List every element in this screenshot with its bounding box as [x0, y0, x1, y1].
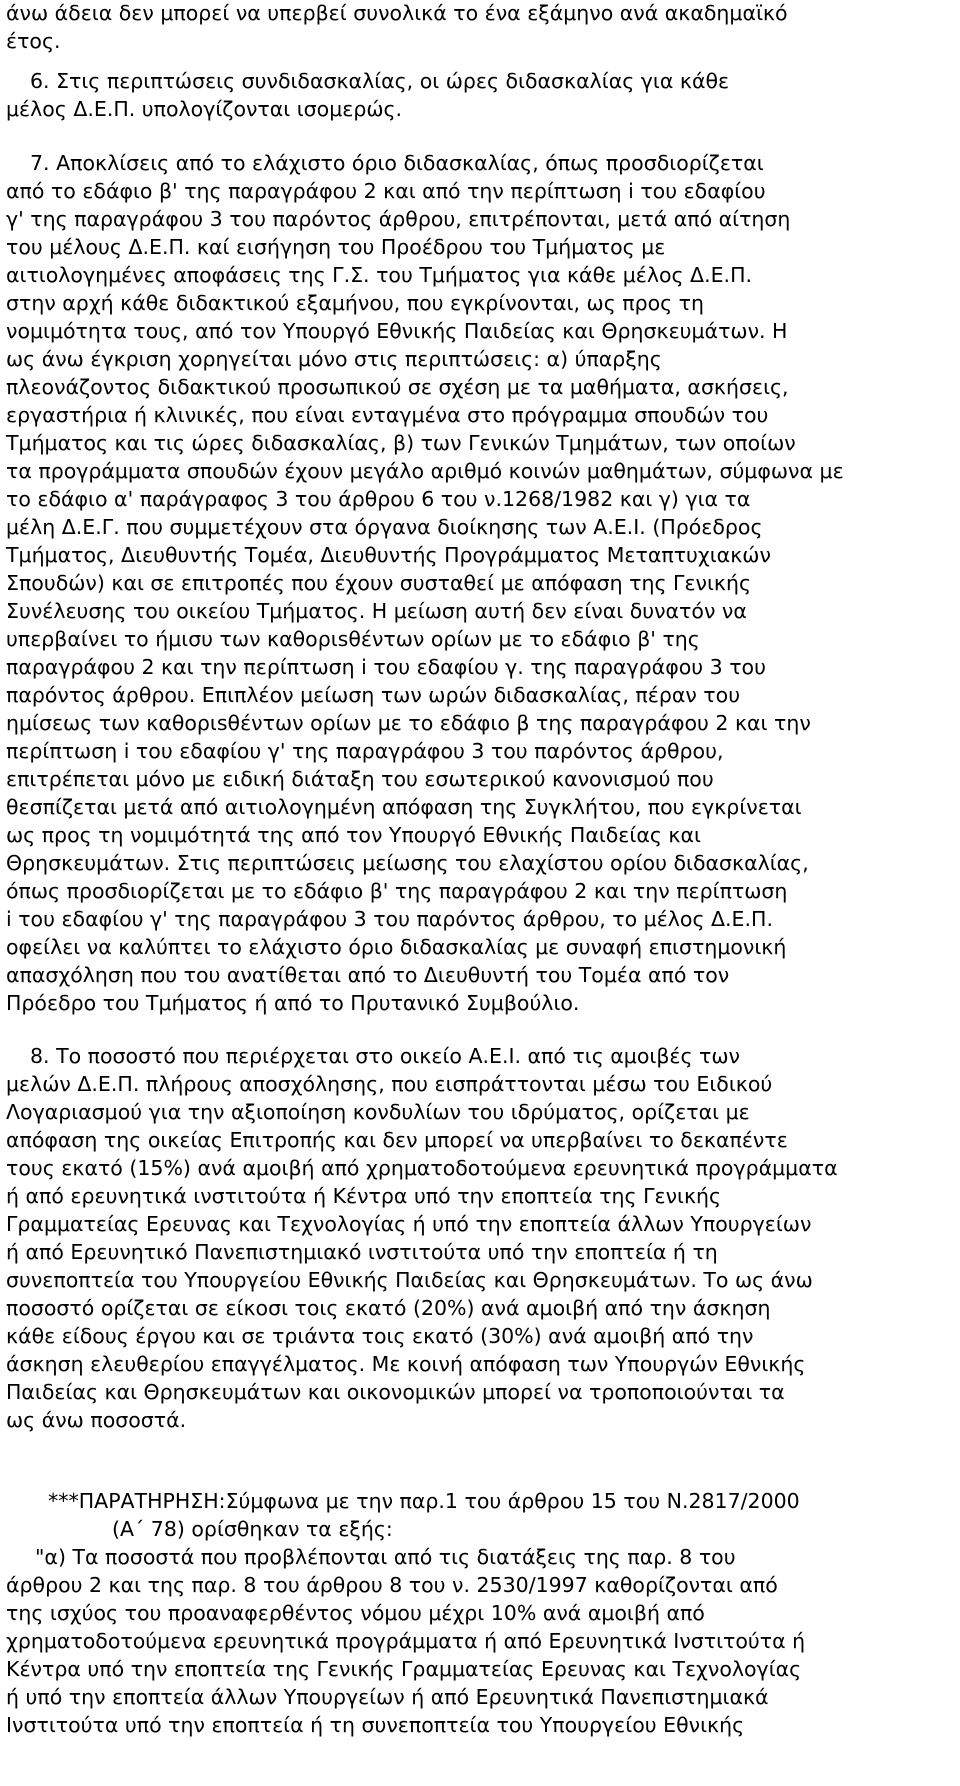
note-line: ή υπό την εποπτεία άλλων Υπουργείων ή από Ερευνητικά Πανεπιστημιακά: [6, 1685, 769, 1709]
text-line: κάθε είδους έργου και σε τριάντα τοις εκατό (30%) ανά αμοιβή από την: [6, 1324, 754, 1348]
text-line: απασχόληση που του ανατίθεται από το Διευθυντή του Τομέα από τον: [6, 963, 730, 987]
text-line: ή από Ερευνητικό Πανεπιστημιακό ινστιτούτα υπό την εποπτεία ή τη: [6, 1240, 718, 1264]
text-line: ως άνω έγκριση χορηγείται μόνο στις περιπτώσεις: α) ύπαρξης: [6, 347, 662, 371]
note-line: (Α΄ 78) ορίσθηκαν τα εξής:: [112, 1517, 393, 1541]
text-line: περίπτωση i του εδαφίου γ' της παραγράφου 3 του παρόντος άρθρου,: [6, 739, 724, 763]
text-line: Τμήματος και τις ώρες διδασκαλίας, β) των Γενικών Τμημάτων, των οποίων: [6, 431, 796, 455]
text-line: τα προγράμματα σπουδών έχουν μεγάλο αριθμό κοινών μαθημάτων, σύμφωνα με: [6, 459, 844, 483]
text-line: ή από ερευνητικά ινστιτούτα ή Κέντρα υπό την εποπτεία της Γενικής: [6, 1184, 722, 1208]
text-line: μέλη Δ.Ε.Γ. που συμμετέχουν στα όργανα διοίκησης των Α.Ε.Ι. (Πρόεδρος: [6, 515, 763, 539]
paragraph-7-line: 7. Αποκλίσεις από το ελάχιστο όριο διδασκαλίας, όπως προσδιορίζεται: [30, 151, 764, 175]
text-line: εργαστήρια ή κλινικές, που είναι ενταγμένα στο πρόγραμμα σπουδών του: [6, 403, 769, 427]
note-heading: ***ΠΑΡΑΤΗΡΗΣΗ:Σύμφωνα με την παρ.1 του άρθρου 15 του Ν.2817/2000: [48, 1489, 800, 1513]
text-line: Λογαριασμού για την αξιοποίηση κονδυλίων του ιδρύματος, ορίζεται με: [6, 1100, 750, 1124]
text-line: παρόντος άρθρου. Επιπλέον μείωση των ωρών διδασκαλίας, πέραν του: [6, 683, 741, 707]
text-line: παραγράφου 2 και την περίπτωση i του εδαφίου γ. της παραγράφου 3 του: [6, 655, 766, 679]
paragraph-6-line: 6. Στις περιπτώσεις συνδιδασκαλίας, οι ώρες διδασκαλίας για κάθε: [30, 69, 730, 93]
text-line: έτος.: [6, 29, 61, 53]
text-line: Σπουδών) και σε επιτροπές που έχουν συσταθεί με απόφαση της Γενικής: [6, 571, 752, 595]
text-line: Τμήματος, Διευθυντής Τομέα, Διευθυντής Προγράμματος Μεταπτυχιακών: [6, 543, 771, 567]
text-line: άνω άδεια δεν μπορεί να υπερβεί συνολικά το ένα εξάμηνο ανά ακαδημαϊκό: [6, 1, 788, 25]
note-quote-start: "α) Τα ποσοστά που προβλέπονται από τις διατάξεις της παρ. 8 του: [35, 1545, 736, 1569]
text-line: Γραμματείας Ερευνας και Τεχνολογίας ή υπό την εποπτεία άλλων Υπουργείων: [6, 1212, 812, 1236]
text-line: Παιδείας και Θρησκευμάτων και οικονομικών μπορεί να τροποποιούνται τα: [6, 1380, 785, 1404]
text-line: αιτιολογημένες αποφάσεις της Γ.Σ. του Τμήματος για κάθε μέλος Δ.Ε.Π.: [6, 263, 752, 287]
paragraph-8-line: 8. Το ποσοστό που περιέρχεται στο οικείο Α.Ε.Ι. από τις αμοιβές των: [30, 1044, 740, 1068]
note-line: άρθρου 2 και της παρ. 8 του άρθρου 8 του ν. 2530/1997 καθορίζονται από: [6, 1573, 778, 1597]
text-line: απόφαση της οικείας Επιτροπής και δεν μπορεί να υπερβαίνει το δεκαπέντε: [6, 1128, 788, 1152]
text-line: το εδάφιο α' παράγραφος 3 του άρθρου 6 του ν.1268/1982 και γ) για τα: [6, 487, 751, 511]
note-line: Ινστιτούτα υπό την εποπτεία ή τη συνεποπτεία του Υπουργείου Εθνικής: [6, 1713, 745, 1737]
text-line: γ' της παραγράφου 3 του παρόντος άρθρου, επιτρέπονται, μετά από αίτηση: [6, 207, 791, 231]
text-line: θεσπίζεται μετά από αιτιολογημένη απόφαση της Συγκλήτου, που εγκρίνεται: [6, 795, 802, 819]
text-line: επιτρέπεται μόνο με ειδική διάταξη του εσωτερικού κανονισμού που: [6, 767, 714, 791]
text-line: ημίσεως των καθοριsθέντων ορίων με το εδάφιο β της παραγράφου 2 και την: [6, 711, 811, 735]
text-line: στην αρχή κάθε διδακτικού εξαμήνου, που εγκρίνονται, ως προς τη: [6, 291, 705, 315]
text-line: μελών Δ.Ε.Π. πλήρους αποσχόλησης, που εισπράττονται μέσω του Ειδικού: [6, 1072, 773, 1096]
text-line: όπως προσδιορίζεται με το εδάφιο β' της παραγράφου 2 και την περίπτωση: [6, 879, 788, 903]
text-line: ποσοστό ορίζεται σε είκοσι τοις εκατό (20%) ανά αμοιβή από την άσκηση: [6, 1296, 771, 1320]
text-line: τους εκατό (15%) ανά αμοιβή από χρηματοδοτούμενα ερευνητικά προγράμματα: [6, 1156, 838, 1180]
text-line: Θρησκευμάτων. Στις περιπτώσεις μείωσης του ελαχίστου ορίου διδασκαλίας,: [6, 851, 809, 875]
text-line: ως άνω ποσοστά.: [6, 1408, 187, 1432]
note-line: χρηματοδοτούμενα ερευνητικά προγράμματα ή από Ερευνητικά Ινστιτούτα ή: [6, 1629, 806, 1653]
text-line: νομιμότητα τους, από τον Υπουργό Εθνικής Παιδείας και Θρησκευμάτων. Η: [6, 319, 788, 343]
text-line: από το εδάφιο β' της παραγράφου 2 και από την περίπτωση i του εδαφίου: [6, 179, 766, 203]
text-line: μέλος Δ.Ε.Π. υπολογίζονται ισομερώς.: [6, 97, 403, 121]
text-line: άσκηση ελευθερίου επαγγέλματος. Με κοινή απόφαση των Υπουργών Εθνικής: [6, 1352, 806, 1376]
text-line: ως προς τη νομιμότητά της από τον Υπουργό Εθνικής Παιδείας και: [6, 823, 701, 847]
text-line: του μέλους Δ.Ε.Π. καί εισήγηση του Προέδρου του Τμήματος με: [6, 235, 666, 259]
text-line: συνεποπτεία του Υπουργείου Εθνικής Παιδείας και Θρησκευμάτων. Το ως άνω: [6, 1268, 813, 1292]
text-line: i του εδαφίου γ' της παραγράφου 3 του παρόντος άρθρου, το μέλος Δ.Ε.Π.: [6, 907, 773, 931]
text-line: πλεονάζοντος διδακτικού προσωπικού σε σχέση με τα μαθήματα, ασκήσεις,: [6, 375, 789, 399]
text-line: Συνέλευσης του οικείου Τμήματος. Η μείωση αυτή δεν είναι δυνατόν να: [6, 599, 747, 623]
text-line: οφείλει να καλύπτει το ελάχιστο όριο διδασκαλίας με συναφή επιστημονική: [6, 935, 787, 959]
text-line: υπερβαίνει το ήμισυ των καθοριsθέντων ορίων με το εδάφιο β' της: [6, 627, 700, 651]
text-line: Πρόεδρο του Τμήματος ή από το Πρυτανικό Συμβούλιο.: [6, 991, 580, 1015]
note-line: της ισχύος του προαναφερθέντος νόμου μέχρι 10% ανά αμοιβή από: [6, 1601, 705, 1625]
note-line: Κέντρα υπό την εποπτεία της Γενικής Γραμματείας Ερευνας και Τεχνολογίας: [6, 1657, 802, 1681]
